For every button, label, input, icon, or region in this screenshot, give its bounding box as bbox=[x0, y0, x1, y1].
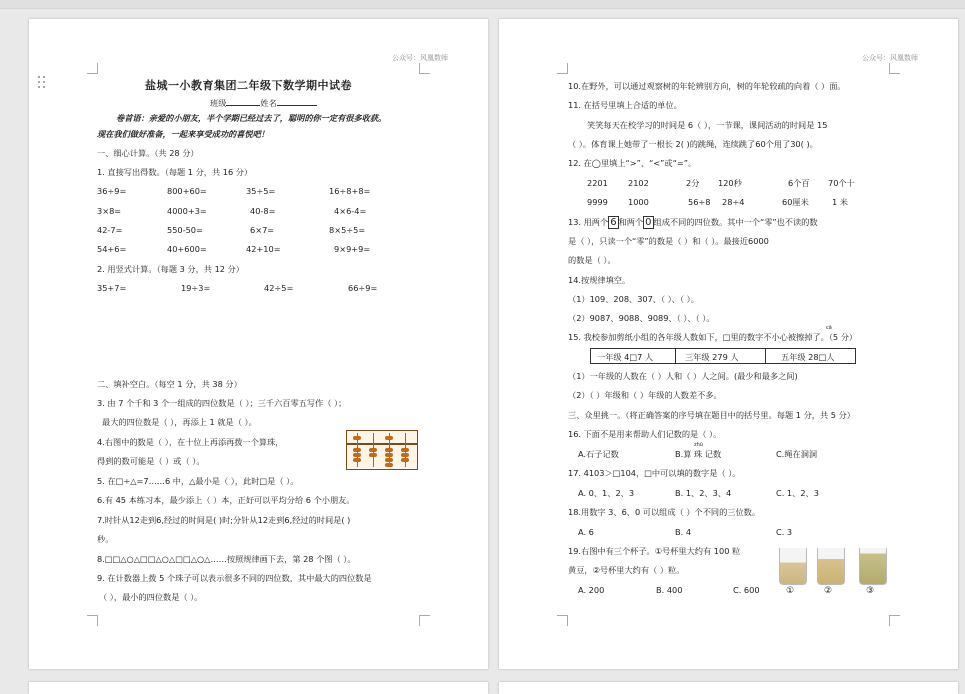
cup-2-image bbox=[817, 548, 845, 585]
margin-corner bbox=[419, 63, 430, 74]
section-2-heading: 二、填补空白。（每空 1 分，共 38 分） bbox=[97, 379, 242, 389]
q13-suffix: 组成不同的四位数。其中一个“零”也不读的数 bbox=[653, 217, 818, 227]
question-15-part-1: （1）一年级的人数在（ ）人和（ ）人之间。(最少和最多之间) bbox=[568, 371, 798, 381]
question-14-part-1: （1）109、208、307、（ ）、（ ）。 bbox=[568, 294, 699, 304]
compare-item: 9999 bbox=[587, 197, 608, 207]
option-c: C. 600 bbox=[733, 585, 760, 595]
compare-item: 1 米 bbox=[832, 197, 848, 207]
calc-item: 40+600= bbox=[167, 244, 207, 254]
calc-item: 40-8= bbox=[250, 206, 276, 216]
question-7-line-1: 7.时针从12走到6,经过的时间是( )时;分针从12走到6,经过的时间是( ) bbox=[97, 515, 351, 525]
subsection-2-heading: 2. 用竖式计算。（每题 3 分，共 12 分） bbox=[97, 264, 244, 274]
question-4-line-2: 得到的数可能是（ ）或（ ）。 bbox=[97, 456, 205, 466]
vertical-calc-item: 66÷9= bbox=[348, 283, 378, 293]
calc-item: 800+60= bbox=[167, 186, 207, 196]
margin-corner bbox=[889, 63, 900, 74]
option-c: C. 3 bbox=[776, 527, 793, 537]
vertical-calc-item: 35+7= bbox=[97, 283, 127, 293]
next-page-right bbox=[499, 682, 958, 694]
cup-label: ③ bbox=[866, 586, 875, 596]
compare-item: 28÷4 bbox=[722, 197, 745, 207]
section-3-heading: 三、众里挑一。（将正确答案的序号填在题目中的括号里。每题 1 分，共 5 分） bbox=[568, 410, 855, 420]
question-12: 12. 在◯里填上“>”、“<”或“=”。 bbox=[568, 158, 697, 168]
question-8: 8.□□△○△□□△○△□□△○△……按照规律画下去，第 28 个图（ ）。 bbox=[97, 554, 356, 564]
compare-item: 70个十 bbox=[828, 178, 855, 188]
question-3-line-1: 3. 由 7 个千和 3 个一组成的四位数是（ ）；三千六百零五写作（ ）； bbox=[97, 398, 347, 408]
question-19-line-2: 黄豆，②号杯里大约有（ ）粒。 bbox=[568, 565, 685, 575]
vertical-calc-item: 42÷5= bbox=[264, 283, 294, 293]
compare-item: 2102 bbox=[628, 178, 649, 188]
compare-item: 60厘米 bbox=[782, 197, 809, 207]
compare-item: 120秒 bbox=[718, 178, 742, 188]
question-11-line-a: 笑笑每天在校学习的时间是 6（ ），一节课，课间活动的时间是 15 bbox=[587, 120, 828, 130]
question-11: 11. 在括号里填上合适的单位。 bbox=[568, 100, 682, 110]
calc-item: 54+6= bbox=[97, 244, 127, 254]
calc-item: 3×8= bbox=[97, 206, 122, 216]
question-6: 6.有 45 本练习本，最少添上（ ）本，正好可以平均分给 6 个小朋友。 bbox=[97, 495, 355, 505]
question-10: 10.在野外，可以通过观察树的年轮辨别方向，树的年轮较疏的向着（ ）面。 bbox=[568, 81, 846, 91]
header-note: 公众号：风凰数师 bbox=[392, 54, 448, 62]
greeting-line-1: 卷首语：亲爱的小朋友，半个学期已经过去了，聪明的你一定有很多收获。 bbox=[116, 113, 387, 123]
pinyin-annotation: zhū bbox=[694, 442, 703, 448]
question-5: 5. 在□÷△=7……6 中，△最小是（ ），此时□是（ ）。 bbox=[97, 476, 299, 486]
abacus-image bbox=[346, 430, 418, 470]
option-b: B. 400 bbox=[656, 585, 683, 595]
calc-item: 6×7= bbox=[250, 225, 275, 235]
section-1-heading: 一、细心计算。（共 28 分） bbox=[97, 148, 199, 158]
cup-1-image bbox=[779, 548, 807, 585]
question-9-line-2: （ ），最小的四位数是（ ）。 bbox=[99, 592, 203, 602]
question-16: 16. 下面不是用来帮助人们记数的是（ ）。 bbox=[568, 429, 722, 439]
question-15: 15. 我校参加剪纸小组的各年级人数如下，□里的数字不小心被擦掉了。（5 分） bbox=[568, 332, 858, 342]
q13-prefix: 13. 用两个 bbox=[568, 217, 609, 227]
option-b: B. 1、2、3、4 bbox=[675, 488, 732, 498]
question-11-line-b: （ ）。体育课上她带了一根长 2( )的跳绳，连续跳了60个用了30( )。 bbox=[568, 139, 818, 149]
calc-item: 550-50= bbox=[167, 225, 203, 235]
question-4-line-1: 4.右图中的数是（ ），在十位上再添再拨一个算珠， bbox=[97, 437, 284, 447]
calc-item: 4000+3= bbox=[167, 206, 207, 216]
calc-item: 8×5÷5= bbox=[329, 225, 366, 235]
digit-card-0: 0 bbox=[645, 217, 652, 228]
pinyin-annotation: cā bbox=[826, 325, 832, 331]
table-cell: 五年级 28□人 bbox=[781, 352, 835, 362]
greeting-line-2: 现在我们做好准备，一起来享受成功的喜悦吧！ bbox=[97, 129, 269, 139]
question-13-line-2: 是（ ），只读一个“零”的数是（ ）和（ ）。最接近6000 bbox=[568, 236, 769, 246]
table-cell: 三年级 279 人 bbox=[685, 352, 739, 362]
margin-corner bbox=[557, 63, 568, 74]
name-label: 姓名 bbox=[260, 98, 277, 108]
option-a: A. 0、1、2、3 bbox=[578, 488, 635, 498]
next-page-left bbox=[29, 682, 488, 694]
cup-3-image bbox=[859, 548, 887, 585]
calc-item: 42+10= bbox=[246, 244, 281, 254]
question-19-line-1: 19.右图中有三个杯子。①号杯里大约有 100 粒 bbox=[568, 546, 741, 556]
drag-handle-icon[interactable] bbox=[38, 76, 48, 90]
calc-item: 42-7= bbox=[97, 225, 123, 235]
question-3-line-2: 最大的四位数是（ ），再添上 1 就是（ ）。 bbox=[102, 417, 257, 427]
cup-label: ② bbox=[824, 586, 833, 596]
margin-corner bbox=[419, 615, 430, 626]
header-note: 公众号：风凰数师 bbox=[862, 54, 918, 62]
option-a: A. 6 bbox=[578, 527, 594, 537]
option-c: C.绳在洞洞 bbox=[776, 449, 818, 459]
compare-item: 2201 bbox=[587, 178, 608, 188]
cup-label: ① bbox=[786, 586, 795, 596]
question-9-line-1: 9. 在计数器上拨 5 个珠子可以表示很多不同的四位数，其中最大的四位数是 bbox=[97, 573, 372, 583]
margin-corner bbox=[557, 615, 568, 626]
compare-item: 6个百 bbox=[788, 178, 810, 188]
compare-item: 1000 bbox=[628, 197, 649, 207]
option-b: B.算 珠 记数 bbox=[675, 449, 722, 459]
subsection-1-heading: 1. 直接写出得数。（每题 1 分，共 16 分） bbox=[97, 167, 253, 177]
margin-corner bbox=[889, 615, 900, 626]
calc-item: 36÷9= bbox=[97, 186, 127, 196]
compare-item: 2分 bbox=[686, 178, 700, 188]
toolbar-strip bbox=[0, 0, 965, 9]
calc-item: 9×9+9= bbox=[334, 244, 371, 254]
table-cell: 一年级 4□7 人 bbox=[597, 352, 654, 362]
name-field[interactable] bbox=[277, 97, 317, 106]
class-name-line bbox=[210, 97, 317, 109]
calc-item: 4×6-4= bbox=[334, 206, 367, 216]
digit-card-6: 6 bbox=[610, 217, 617, 228]
question-17: 17. 4103＞□104，□中可以填的数字是（ ）。 bbox=[568, 468, 741, 478]
grade-count-table bbox=[590, 348, 856, 364]
question-13-line-3: 的数是（ ）。 bbox=[568, 255, 616, 265]
vertical-calc-item: 19÷3= bbox=[181, 283, 211, 293]
option-a: A.石子记数 bbox=[578, 449, 619, 459]
class-field[interactable] bbox=[226, 97, 260, 106]
option-c: C. 1、2、3 bbox=[776, 488, 819, 498]
question-18: 18.用数字 3、6、0 可以组成（ ）个不同的三位数。 bbox=[568, 507, 761, 517]
calc-item: 35÷5= bbox=[246, 186, 276, 196]
margin-corner bbox=[87, 63, 98, 74]
option-b: B. 4 bbox=[675, 527, 692, 537]
question-14: 14.按规律填空。 bbox=[568, 275, 631, 285]
exam-title: 盐城一小教育集团二年级下数学期中试卷 bbox=[145, 79, 352, 92]
q13-mid: 和两个 bbox=[618, 217, 644, 227]
option-a: A. 200 bbox=[578, 585, 605, 595]
question-13-line-1 bbox=[568, 216, 818, 229]
question-15-part-2: （2）（ ）年级和（ ）年级的人数差不多。 bbox=[568, 390, 722, 400]
question-14-part-2: （2）9087、9088、9089、（ ）、（ ）。 bbox=[568, 313, 715, 323]
class-label: 班级 bbox=[210, 98, 227, 108]
compare-item: 56÷8 bbox=[688, 197, 711, 207]
margin-corner bbox=[87, 615, 98, 626]
calc-item: 16÷8+8= bbox=[329, 186, 371, 196]
question-7-line-2: 秒。 bbox=[97, 534, 114, 544]
